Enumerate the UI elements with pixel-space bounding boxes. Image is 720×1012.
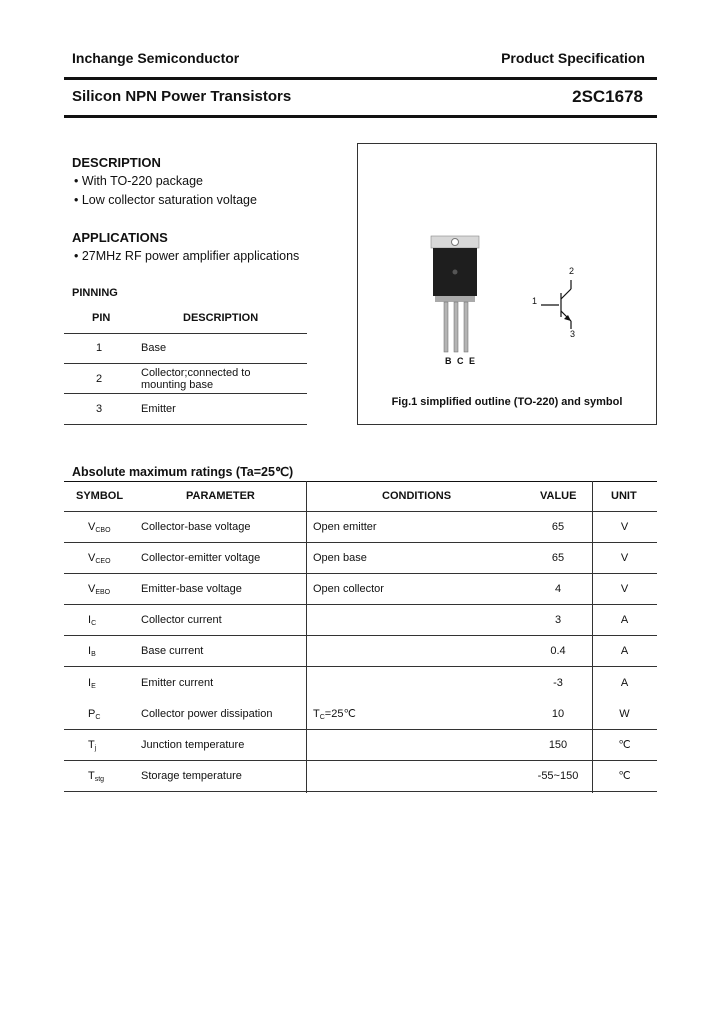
parameter-header: PARAMETER bbox=[186, 490, 255, 502]
pin-row bbox=[64, 364, 307, 394]
symbol-cell bbox=[88, 543, 111, 574]
symbol-subscript: C bbox=[91, 620, 97, 627]
unit-cell: ℃ bbox=[618, 770, 631, 782]
value-cell: 3 bbox=[554, 614, 562, 626]
value-cell: 65 bbox=[551, 521, 565, 533]
parameter-cell: Collector power dissipation bbox=[141, 708, 273, 720]
value-cell: 65 bbox=[551, 552, 565, 564]
symbol-cell bbox=[88, 605, 96, 636]
unit-cell: V bbox=[620, 583, 629, 595]
ratings-title: Absolute maximum ratings (Ta=25℃) bbox=[72, 465, 294, 479]
figure-caption: Fig.1 simplified outline (TO-220) and symbol bbox=[391, 396, 623, 408]
product-family: Silicon NPN Power Transistors bbox=[72, 88, 292, 105]
symbol-main: V bbox=[88, 521, 96, 533]
symbol-main: V bbox=[88, 583, 96, 595]
symbol-main: T bbox=[88, 770, 95, 782]
pin-label-c: C bbox=[457, 356, 464, 366]
parameter-cell: Emitter current bbox=[141, 677, 214, 689]
value-cell: 4 bbox=[554, 583, 562, 595]
symbol-subscript: C bbox=[95, 714, 101, 721]
unit-cell: A bbox=[620, 677, 629, 689]
pin-label-e: E bbox=[469, 356, 476, 366]
value-cell: 10 bbox=[551, 708, 565, 720]
symbol-main: P bbox=[88, 708, 96, 720]
rating-row bbox=[64, 761, 657, 792]
symbol-cell bbox=[88, 636, 96, 667]
rating-row bbox=[64, 699, 657, 730]
rating-row bbox=[64, 636, 657, 667]
conditions-rest: =25℃ bbox=[324, 708, 356, 720]
header-rule-bottom bbox=[64, 115, 657, 118]
ratings-header-row bbox=[64, 481, 657, 512]
symbol-subscript: stg bbox=[94, 776, 105, 783]
parameter-cell: Storage temperature bbox=[141, 770, 242, 782]
unit-cell: V bbox=[620, 521, 629, 533]
rating-row bbox=[64, 668, 657, 699]
pin-number: 2 bbox=[96, 373, 103, 385]
symbol-cell bbox=[88, 730, 96, 761]
symbol-main: I bbox=[88, 614, 92, 626]
parameter-cell: Base current bbox=[141, 645, 204, 657]
figure-box bbox=[357, 143, 657, 425]
document-type: Product Specification bbox=[501, 50, 645, 66]
pin-description: Base bbox=[141, 342, 167, 354]
pin-description: Collector;connected to bbox=[141, 367, 251, 379]
conditions-header: CONDITIONS bbox=[382, 490, 452, 502]
value-header: VALUE bbox=[540, 490, 577, 502]
conditions-cell bbox=[313, 574, 384, 605]
symbol-cell bbox=[88, 668, 96, 699]
symbol-main: V bbox=[88, 552, 96, 564]
value-cell: 150 bbox=[548, 739, 568, 751]
rating-row bbox=[64, 730, 657, 761]
pin-number: 3 bbox=[96, 403, 103, 415]
symbol-cell bbox=[88, 512, 111, 543]
pin-row bbox=[64, 334, 307, 364]
rating-row bbox=[64, 605, 657, 636]
symbol-cell bbox=[88, 699, 100, 730]
unit-cell: A bbox=[620, 614, 629, 626]
description-item: • With TO-220 package bbox=[74, 174, 203, 188]
pinning-header-row bbox=[64, 306, 307, 334]
parameter-cell: Junction temperature bbox=[141, 739, 245, 751]
value-cell: 0.4 bbox=[550, 645, 566, 657]
to220-outline-and-symbol bbox=[358, 144, 658, 384]
applications-item: • 27MHz RF power amplifier applications bbox=[74, 249, 300, 263]
pin-description-line2: mounting base bbox=[141, 379, 214, 391]
value-cell: -55~150 bbox=[537, 770, 579, 782]
conditions-cell bbox=[313, 512, 377, 543]
rating-row bbox=[64, 512, 657, 543]
value-cell: -3 bbox=[553, 677, 563, 689]
unit-cell: W bbox=[619, 708, 630, 720]
header-rule-top bbox=[64, 77, 657, 80]
description-item: • Low collector saturation voltage bbox=[74, 193, 257, 207]
symbol-main: I bbox=[88, 645, 92, 657]
company-name: Inchange Semiconductor bbox=[72, 50, 240, 66]
conditions-main: Open emitter bbox=[313, 521, 377, 533]
symbol-label-3: 3 bbox=[570, 329, 576, 339]
conditions-cell bbox=[313, 543, 367, 574]
symbol-cell bbox=[88, 761, 104, 792]
unit-cell: V bbox=[620, 552, 629, 564]
symbol-main: I bbox=[88, 677, 92, 689]
symbol-label-1: 1 bbox=[532, 296, 538, 306]
pinning-title: PINNING bbox=[72, 287, 118, 299]
symbol-subscript: B bbox=[91, 651, 96, 658]
pin-description: Emitter bbox=[141, 403, 176, 415]
parameter-cell: Collector-emitter voltage bbox=[141, 552, 261, 564]
description-header: DESCRIPTION bbox=[183, 312, 259, 324]
conditions-main: T bbox=[313, 708, 320, 720]
npn-transistor-symbol-icon bbox=[541, 280, 571, 329]
parameter-cell: Emitter-base voltage bbox=[141, 583, 242, 595]
symbol-subscript: E bbox=[91, 683, 96, 690]
rating-row bbox=[64, 574, 657, 605]
conditions-main: Open base bbox=[313, 552, 367, 564]
symbol-subscript: CBO bbox=[95, 527, 111, 534]
pin-row bbox=[64, 394, 307, 425]
conditions-cell bbox=[313, 699, 356, 730]
parameter-cell: Collector current bbox=[141, 614, 222, 626]
to220-package-icon bbox=[431, 236, 479, 352]
description-title: DESCRIPTION bbox=[72, 155, 161, 170]
pin-header: PIN bbox=[92, 312, 111, 324]
rating-row bbox=[64, 543, 657, 574]
pin-label-b: B bbox=[445, 356, 452, 366]
unit-cell: A bbox=[620, 645, 629, 657]
symbol-main: T bbox=[88, 739, 95, 751]
symbol-cell bbox=[88, 574, 110, 605]
symbol-subscript: CEO bbox=[95, 558, 111, 565]
part-number: 2SC1678 bbox=[572, 87, 643, 106]
symbol-subscript: j bbox=[94, 745, 97, 752]
applications-title: APPLICATIONS bbox=[72, 230, 168, 245]
conditions-subscript: C bbox=[319, 714, 325, 721]
unit-header: UNIT bbox=[611, 490, 637, 502]
symbol-subscript: EBO bbox=[95, 589, 111, 596]
parameter-cell: Collector-base voltage bbox=[141, 521, 251, 533]
unit-cell: ℃ bbox=[618, 739, 631, 751]
symbol-header: SYMBOL bbox=[76, 490, 124, 502]
pin-number: 1 bbox=[96, 342, 103, 354]
conditions-main: Open collector bbox=[313, 583, 384, 595]
symbol-label-2: 2 bbox=[569, 266, 575, 276]
